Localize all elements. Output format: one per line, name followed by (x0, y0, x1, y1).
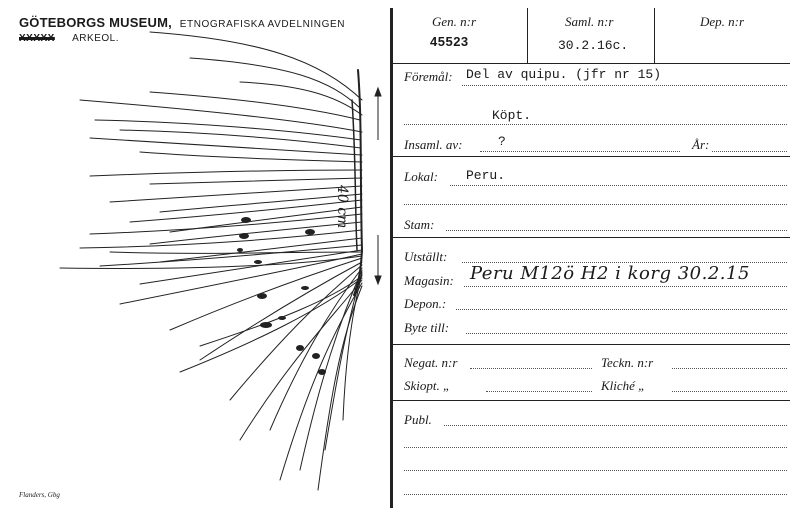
rule-after-insaml (390, 156, 790, 157)
teckn-dots (672, 368, 787, 369)
skiopt-label: Skiopt. „ (404, 378, 451, 393)
header-divider-2 (654, 8, 655, 63)
publ-label: Publ. (404, 412, 432, 427)
gen-label: Gen. n:r (432, 14, 477, 29)
rule-after-stam (390, 237, 790, 238)
printer-mark: Flanders, Gbg (19, 491, 60, 499)
skiopt-dots (486, 391, 592, 392)
foremal-value-2: Köpt. (492, 108, 532, 123)
publ-dots-4 (404, 494, 787, 495)
publ-dots (444, 425, 787, 426)
insaml-value: ? (498, 134, 506, 149)
department-arkeol: ARKEOL. (72, 33, 119, 44)
magasin-value: Peru M12ö H2 i korg 30.2.15 (470, 263, 750, 284)
magasin-dots (464, 286, 787, 287)
header-rule (390, 63, 790, 64)
gen-value: 45523 (430, 34, 469, 49)
drawing-size-label: 40 cm (334, 185, 350, 229)
header-divider-1 (527, 8, 528, 63)
lokal-dots-2 (404, 204, 787, 205)
publ-dots-3 (404, 470, 787, 471)
rule-after-kliche (390, 400, 790, 401)
lokal-dots (450, 185, 787, 186)
negat-label: Negat. n:r (404, 355, 458, 370)
magasin-label: Magasin: (404, 273, 454, 288)
dep-label: Dep. n:r (700, 14, 745, 29)
insaml-label: Insaml. av: (404, 137, 463, 152)
lokal-label: Lokal: (404, 169, 438, 184)
foremal-dots-2 (404, 124, 787, 125)
byte-dots (466, 333, 787, 334)
stam-label: Stam: (404, 217, 435, 232)
museum-name: GÖTEBORGS MUSEUM, (19, 15, 172, 30)
foremal-value: Del av quipu. (jfr nr 15) (466, 67, 662, 82)
depon-dots (456, 309, 787, 310)
struck-word: XXXXX (19, 33, 55, 44)
ar-label: År: (692, 137, 710, 152)
saml-label: Saml. n:r (565, 14, 614, 29)
lokal-value: Peru. (466, 168, 506, 183)
depon-label: Depon.: (404, 296, 447, 311)
insaml-dots (480, 151, 680, 152)
teckn-label: Teckn. n:r (601, 355, 654, 370)
saml-value: 30.2.16c. (558, 38, 629, 53)
stam-dots (446, 230, 787, 231)
department-name: ETNOGRAFISKA AVDELNINGEN (179, 19, 346, 30)
byte-label: Byte till: (404, 320, 450, 335)
publ-dots-2 (404, 447, 787, 448)
negat-dots (470, 368, 592, 369)
utstallt-label: Utställt: (404, 249, 448, 264)
rule-after-byte (390, 344, 790, 345)
kliche-label: Kliché „ (601, 378, 646, 393)
foremal-dots (462, 85, 787, 86)
kliche-dots (672, 391, 787, 392)
foremal-label: Föremål: (404, 69, 453, 84)
ar-dots (712, 151, 787, 152)
card-left-border (390, 8, 393, 508)
